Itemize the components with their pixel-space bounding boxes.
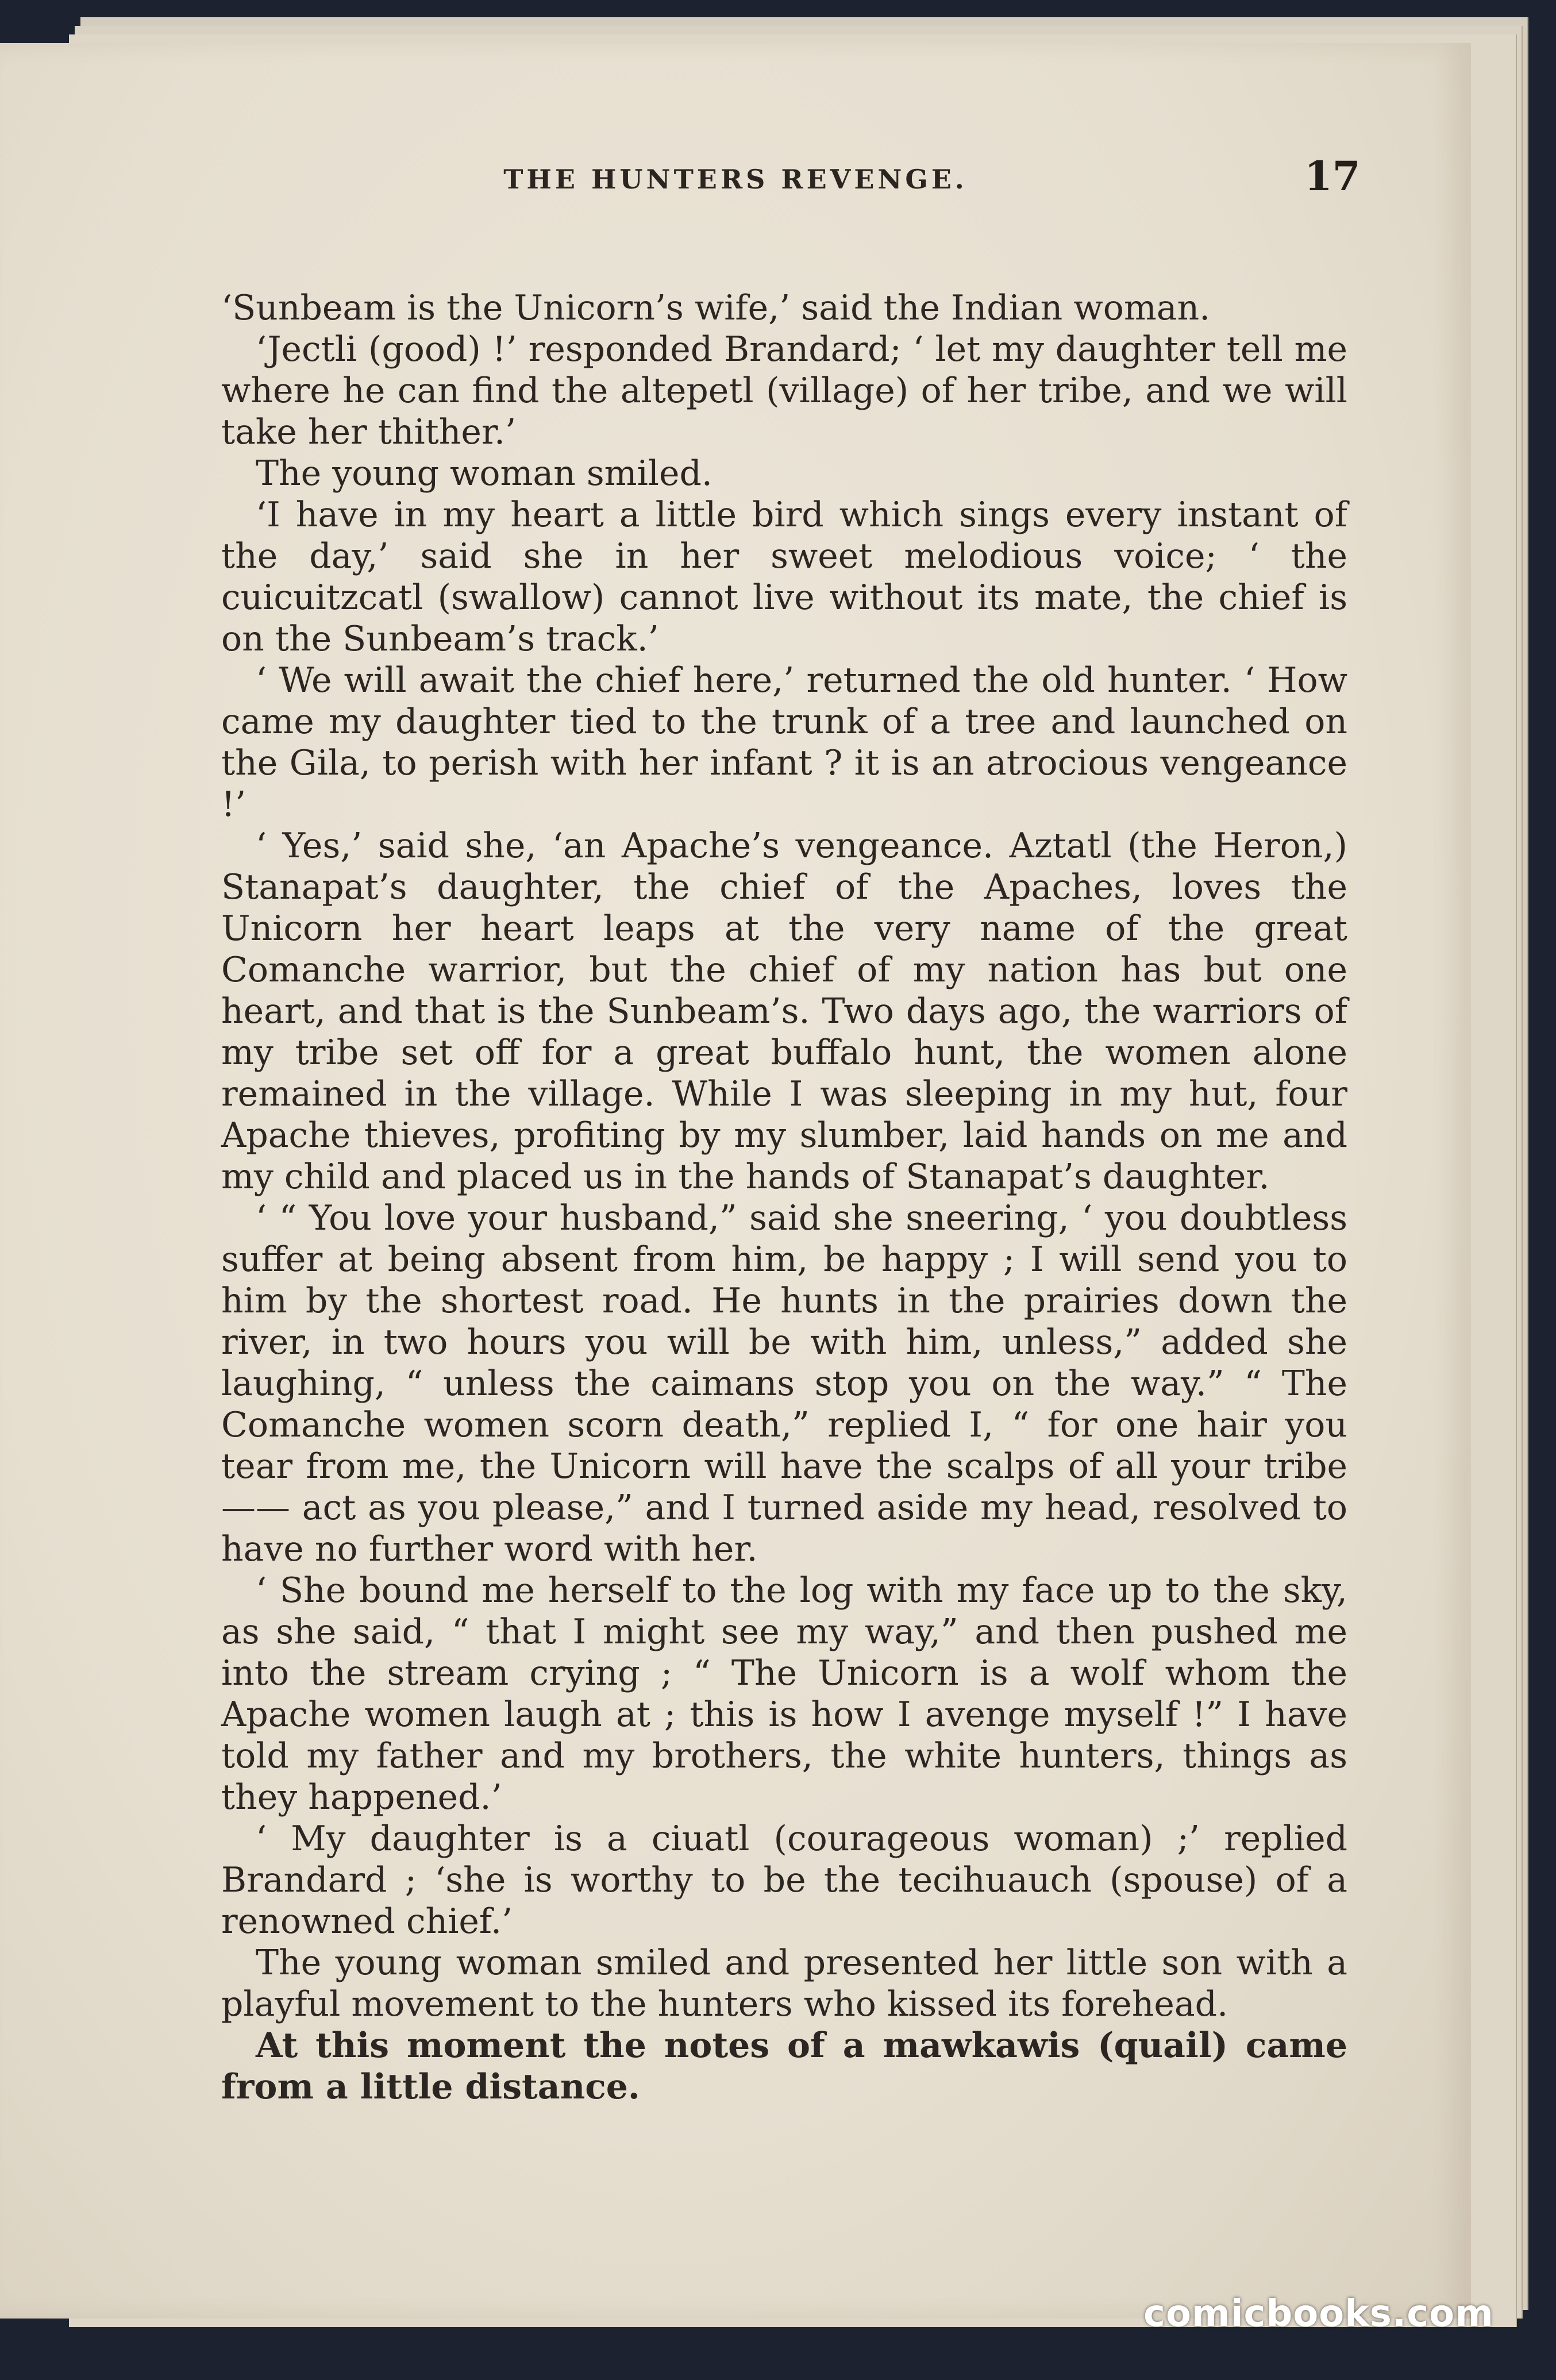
paragraph: The young woman smiled and presented her little son with a playful movement to the hunters who kissed its forehead.	[221, 1943, 1347, 2024]
watermark: comicbooks.com	[1143, 2293, 1494, 2335]
paragraph: ‘ My daughter is a ciuatl (courageous woman) ;’ replied Brandard ; ‘she is worthy to be the tecihuauch (spouse) of a renowned chief.’	[221, 1819, 1347, 1942]
paragraph: ‘ She bound me herself to the log with my face up to the sky, as she said, “ that I might see my way,” and then pushed me into the stream crying ; “ The Unicorn is a wolf whom the Apache women laugh at ; this is how I avenge myself !” I have told my father and my brothers, the white hunters, things as they happened.’	[221, 1570, 1347, 1817]
page-number: 17	[1304, 152, 1361, 200]
paragraph: ‘I have in my heart a little bird which sings every instant of the day,’ said she in her sweet melodious voice; ‘ the cuicuitzcatl (swallow) cannot live without its mate, the chief is on the Sunbeam’s track.’	[221, 495, 1347, 659]
paragraph: ‘Jectli (good) !’ responded Brandard; ‘ let my daughter tell me where he can find the altepetl (village) of her tribe, and we will take her thither.’	[221, 329, 1347, 452]
book-page	[0, 43, 1471, 2319]
running-head: THE HUNTERS REVENGE.	[503, 164, 968, 195]
paragraph: ‘ We will await the chief here,’ returned the old hunter. ‘ How came my daughter tied to the trunk of a tree and launched on the Gila, to perish with her infant ? it is an atrocious vengeance !’	[221, 660, 1347, 825]
paragraph: At this moment the notes of a mawkawis (quail) came from a little distance.	[221, 2025, 1347, 2107]
body-text	[221, 287, 1347, 2108]
paragraph: ‘Sunbeam is the Unicorn’s wife,’ said the Indian woman.	[221, 288, 1211, 328]
paragraph: ‘ Yes,’ said she, ‘an Apache’s vengeance. Aztatl (the Heron,) Stanapat’s daughter, the chief of the Apaches, loves the Unicorn her heart leaps at the very name of the great Comanche warrior, but the chief of my nation has but one heart, and that is the Sunbeam’s. Two days ago, the warriors of my tribe set off for a great buffalo hunt, the women alone remained in the village. While I was sleeping in my hut, four Apache thieves, profiting by my slumber, laid hands on me and my child and placed us in the hands of Stanapat’s daughter.	[221, 826, 1347, 1197]
paragraph: The young woman smiled.	[256, 453, 712, 494]
paragraph: ‘ “ You love your husband,” said she sneering, ‘ you doubtless suffer at being absent from him, be happy ; I will send you to him by the shortest road. He hunts in the prairies down the river, in two hours you will be with him, unless,” added she laughing, “ unless the caimans stop you on the way.” “ The Comanche women scorn death,” replied I, “ for one hair you tear from me, the Unicorn will have the scalps of all your tribe—— act as you please,” and I turned aside my head, resolved to have no further word with her.	[221, 1198, 1347, 1569]
